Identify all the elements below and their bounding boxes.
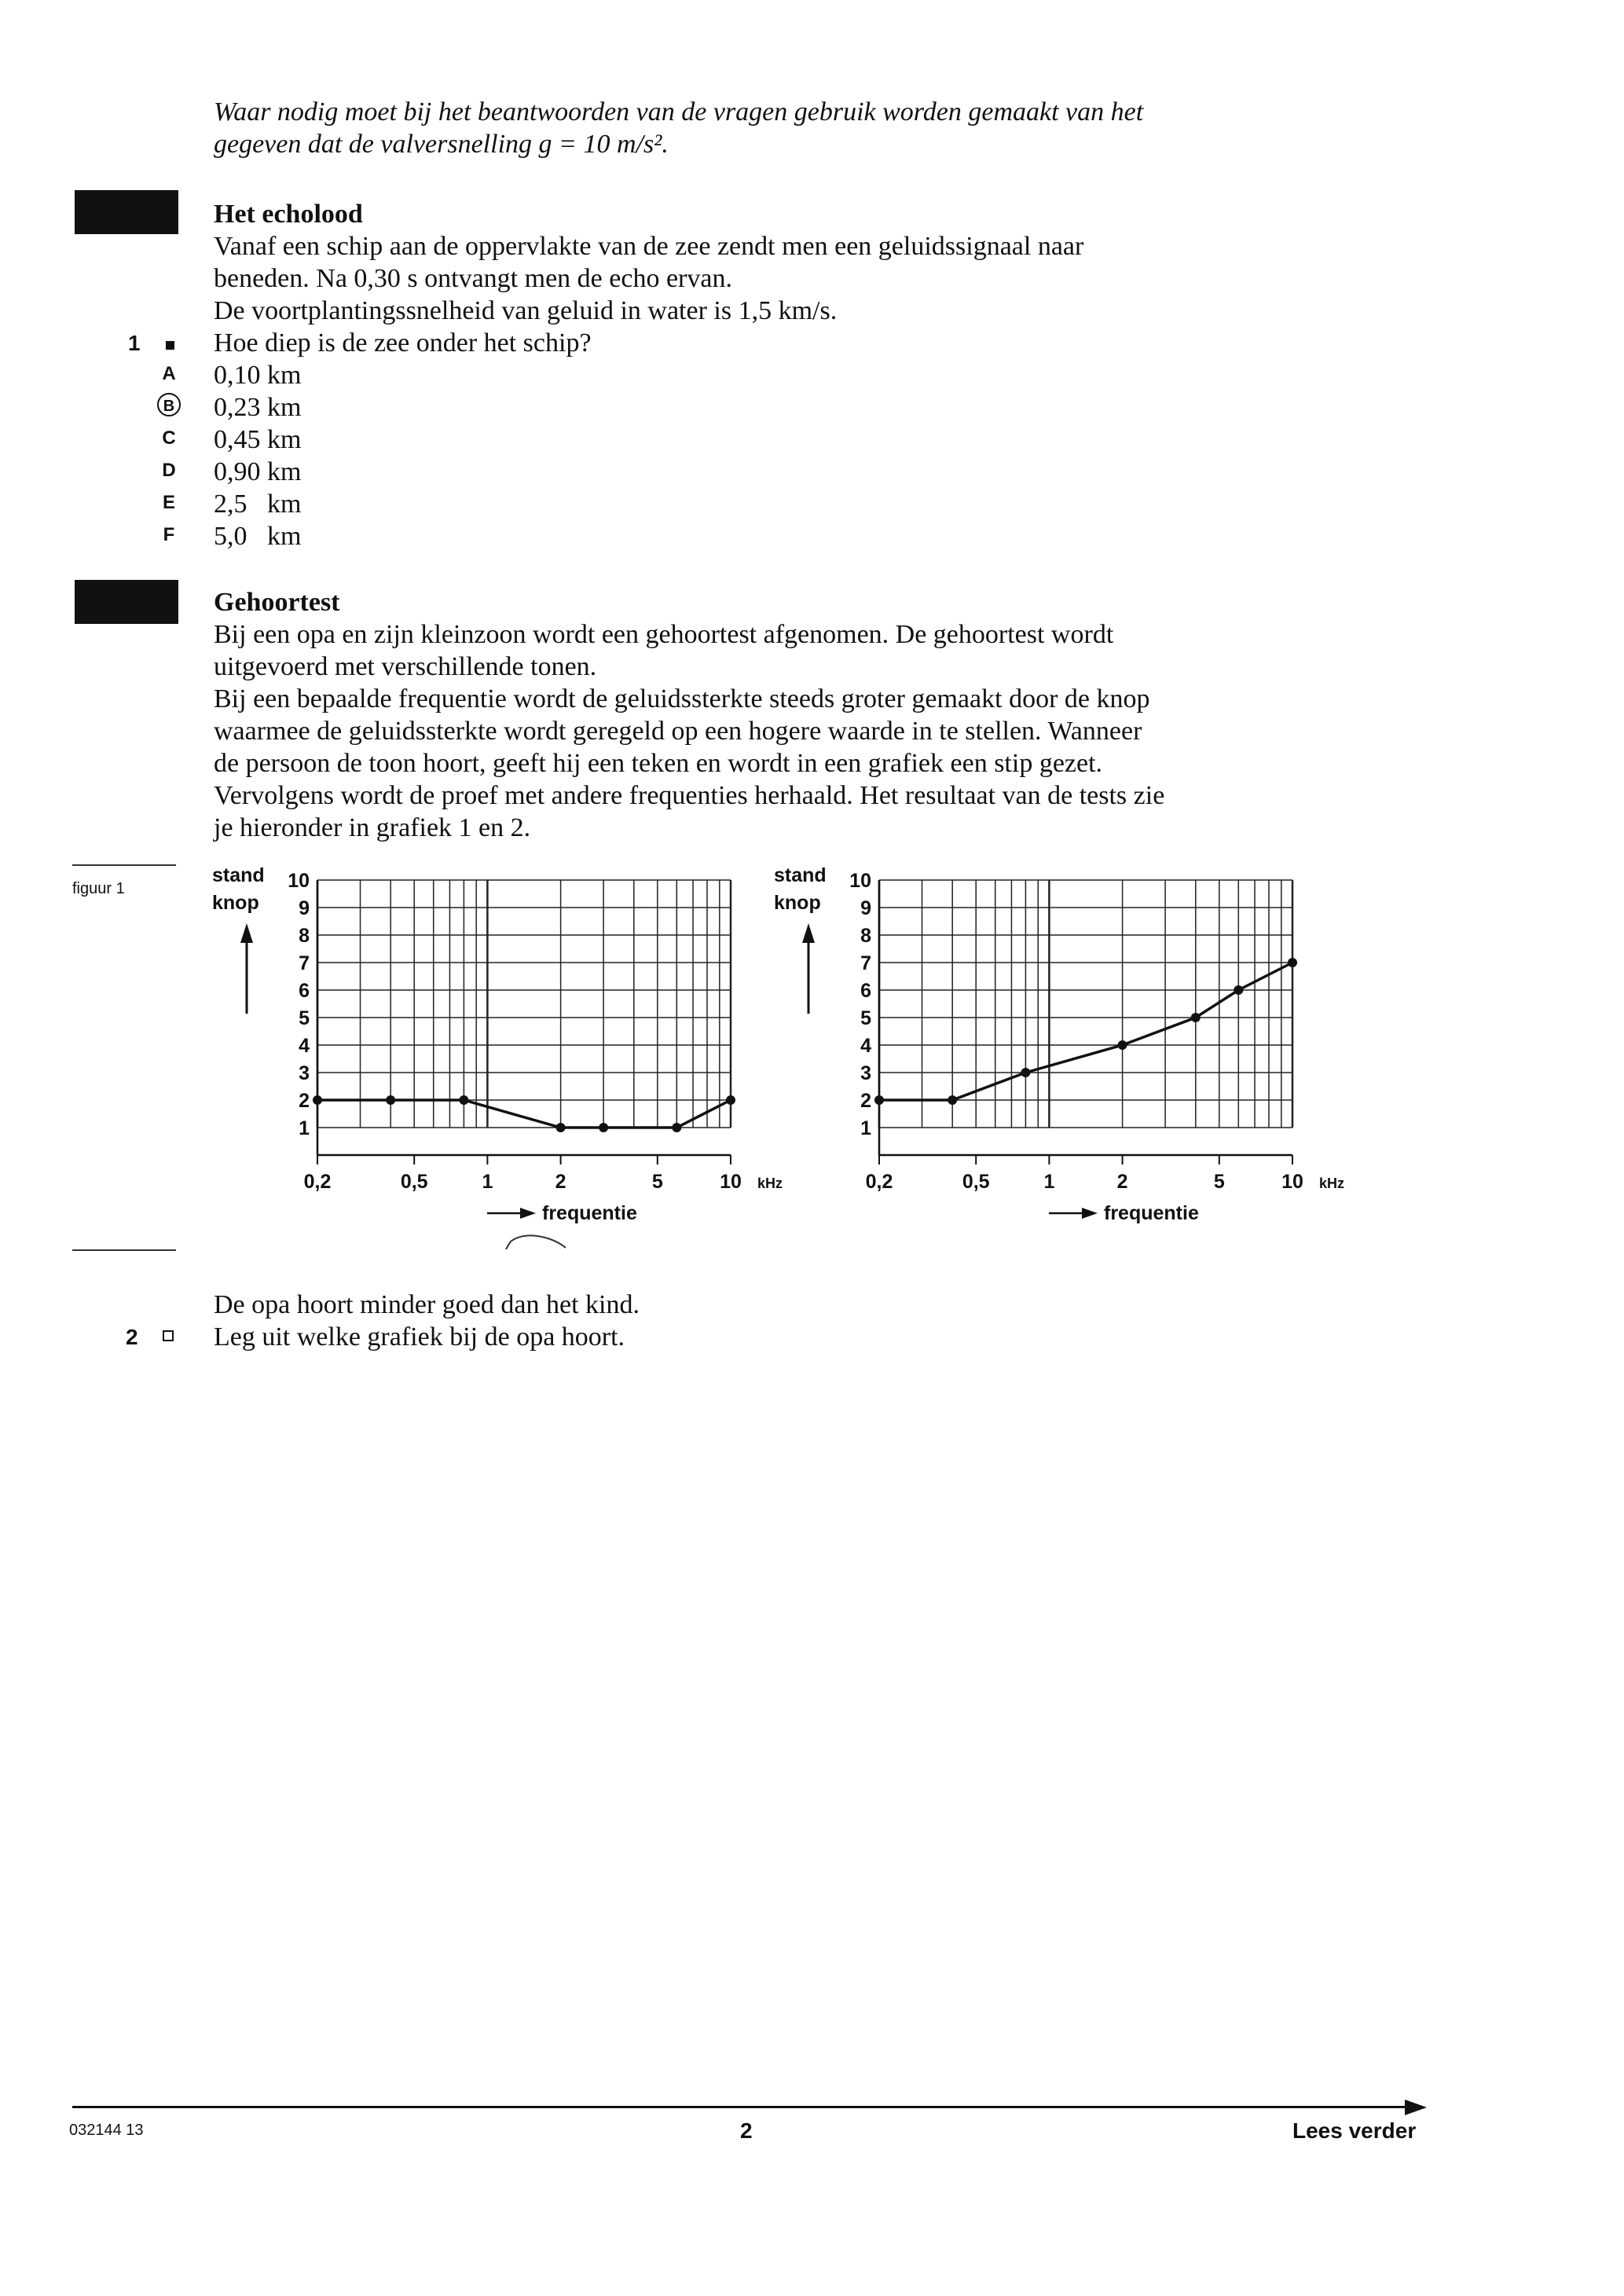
handwritten-circle (498, 1235, 566, 1249)
chart-1 (212, 864, 783, 1249)
section-marker-bar (75, 580, 178, 624)
arrow-right-icon (1082, 1208, 1098, 1219)
data-point (313, 1095, 322, 1105)
x-axis-label: frequentie (542, 1202, 637, 1224)
question-number: 2 (126, 1325, 138, 1349)
page-number: 2 (740, 2118, 753, 2143)
y-tick-label: 1 (860, 1117, 871, 1139)
option-letter-b-circled (157, 393, 181, 416)
section-title-echolood: Het echolood (214, 200, 363, 229)
y-tick-label: 3 (299, 1062, 310, 1084)
y-tick-label: 5 (299, 1007, 310, 1029)
y-tick-label: 7 (299, 952, 310, 974)
option-f[interactable]: 5,0 km (214, 522, 302, 551)
section1-text (214, 230, 1329, 327)
text-line: Bij een opa en zijn kleinzoon wordt een gehoortest afgenomen. De gehoortest wordt (214, 620, 1114, 649)
chart-2 (774, 864, 1344, 1249)
series-line (317, 1100, 731, 1128)
open-question-box-icon (163, 1330, 174, 1341)
question-bullet (166, 341, 174, 350)
x-axis-label: frequentie (1104, 1202, 1199, 1224)
y-tick-label: 3 (860, 1062, 871, 1084)
data-point (726, 1095, 735, 1105)
section-title-gehoortest: Gehoortest (214, 588, 340, 617)
option-letter-e: E (162, 492, 175, 513)
question-text: Leg uit welke grafiek bij de opa hoort. (214, 1322, 625, 1352)
arrow-up-icon (240, 923, 253, 943)
intro-text (214, 96, 1329, 160)
x-tick-label: 5 (651, 1171, 663, 1193)
x-tick-label: 0,5 (962, 1171, 990, 1193)
intro-line-1: Waar nodig moet bij het beantwoorden van de vragen gebruik worden gemaakt van het (214, 97, 1144, 127)
text-line: beneden. Na 0,30 s ontvangt men de echo ervan. (214, 264, 732, 293)
x-tick-label: 2 (1116, 1171, 1128, 1193)
data-point (1191, 1013, 1201, 1022)
option-a[interactable]: 0,10 km (214, 361, 302, 390)
figure-bottom-rule (72, 1249, 176, 1251)
text-line: de persoon de toon hoort, geeft hij een teken en wordt in een grafiek een stip gezet. (214, 749, 1103, 778)
y-tick-label: 2 (860, 1090, 871, 1112)
y-tick-label: 4 (860, 1035, 871, 1057)
x-tick-label: 2 (555, 1171, 566, 1193)
text-line: Vervolgens wordt de proef met andere frequenties herhaald. Het resultaat van de tests zie (214, 781, 1165, 810)
option-letter-a: A (162, 363, 176, 384)
option-letter-d: D (162, 460, 176, 481)
figure-top-rule (72, 864, 176, 866)
section2-text (214, 618, 1329, 844)
footer-rule (72, 2106, 1408, 2108)
y-tick-label: 1 (299, 1117, 310, 1139)
x-unit-label: kHz (1319, 1176, 1345, 1191)
text-line: je hieronder in grafiek 1 en 2. (214, 813, 531, 842)
series-line (879, 963, 1292, 1100)
y-axis-label: knop (774, 892, 821, 914)
text-line: De voortplantingssnelheid van geluid in water is 1,5 km/s. (214, 296, 838, 325)
data-point (599, 1123, 608, 1132)
y-tick-label: 9 (299, 897, 310, 919)
data-point (556, 1123, 566, 1132)
figure-graphs (196, 856, 1375, 1249)
y-tick-label: 2 (299, 1090, 310, 1112)
text-line: Vanaf een schip aan de oppervlakte van de zee zendt men een geluidssignaal naar (214, 232, 1084, 261)
intro-line-2: gegeven dat de valversnelling g = 10 m/s². (214, 130, 669, 159)
circled-letter: B (157, 393, 181, 416)
text-line: waarmee de geluidssterkte wordt geregeld op een hogere waarde in te stellen. Wanneer (214, 717, 1142, 746)
x-tick-label: 1 (1043, 1171, 1055, 1193)
option-d[interactable]: 0,90 km (214, 457, 302, 486)
y-axis-label: knop (212, 892, 259, 914)
data-point (459, 1095, 468, 1105)
y-tick-label: 10 (288, 870, 310, 892)
option-letter-c: C (162, 427, 176, 449)
option-c[interactable]: 0,45 km (214, 425, 302, 454)
option-e[interactable]: 2,5 km (214, 490, 302, 519)
continue-label: Lees verder (1292, 2118, 1417, 2143)
arrow-right-icon (520, 1208, 536, 1219)
x-tick-label: 5 (1213, 1171, 1225, 1193)
section-marker-bar (75, 190, 178, 234)
y-tick-label: 7 (860, 952, 871, 974)
footer-code: 032144 13 (69, 2122, 144, 2139)
data-point (948, 1095, 957, 1105)
y-tick-label: 5 (860, 1007, 871, 1029)
x-tick-label: 10 (720, 1171, 742, 1193)
y-tick-label: 9 (860, 897, 871, 919)
y-tick-label: 6 (299, 980, 310, 1002)
y-axis-label: stand (774, 864, 827, 886)
y-axis-label: stand (212, 864, 265, 886)
y-tick-label: 10 (849, 870, 871, 892)
x-tick-label: 0,5 (400, 1171, 428, 1193)
option-b[interactable]: 0,23 km (214, 393, 302, 422)
arrow-right-icon (1405, 2098, 1428, 2117)
x-tick-label: 1 (482, 1171, 493, 1193)
x-unit-label: kHz (757, 1176, 783, 1191)
data-point (1118, 1040, 1127, 1050)
y-tick-label: 8 (860, 925, 871, 947)
data-point (386, 1095, 395, 1105)
x-tick-label: 0,2 (865, 1171, 893, 1193)
data-point (672, 1123, 681, 1132)
x-tick-label: 10 (1281, 1171, 1303, 1193)
arrow-up-icon (802, 923, 815, 943)
y-tick-label: 4 (299, 1035, 310, 1057)
y-tick-label: 8 (299, 925, 310, 947)
after-figure-text: De opa hoort minder goed dan het kind. (214, 1290, 640, 1319)
data-point (1234, 985, 1243, 995)
question-number: 1 (128, 331, 141, 355)
option-letter-f: F (163, 524, 175, 545)
y-tick-label: 6 (860, 980, 871, 1002)
x-tick-label: 0,2 (303, 1171, 332, 1193)
figure-label: figuur 1 (72, 880, 125, 897)
data-point (874, 1095, 884, 1105)
text-line: Bij een bepaalde frequentie wordt de geluidssterkte steeds groter gemaakt door de knop (214, 684, 1150, 713)
question-text: Hoe diep is de zee onder het schip? (214, 328, 592, 358)
text-line: uitgevoerd met verschillende tonen. (214, 652, 597, 681)
data-point (1288, 958, 1297, 967)
data-point (1021, 1068, 1030, 1077)
